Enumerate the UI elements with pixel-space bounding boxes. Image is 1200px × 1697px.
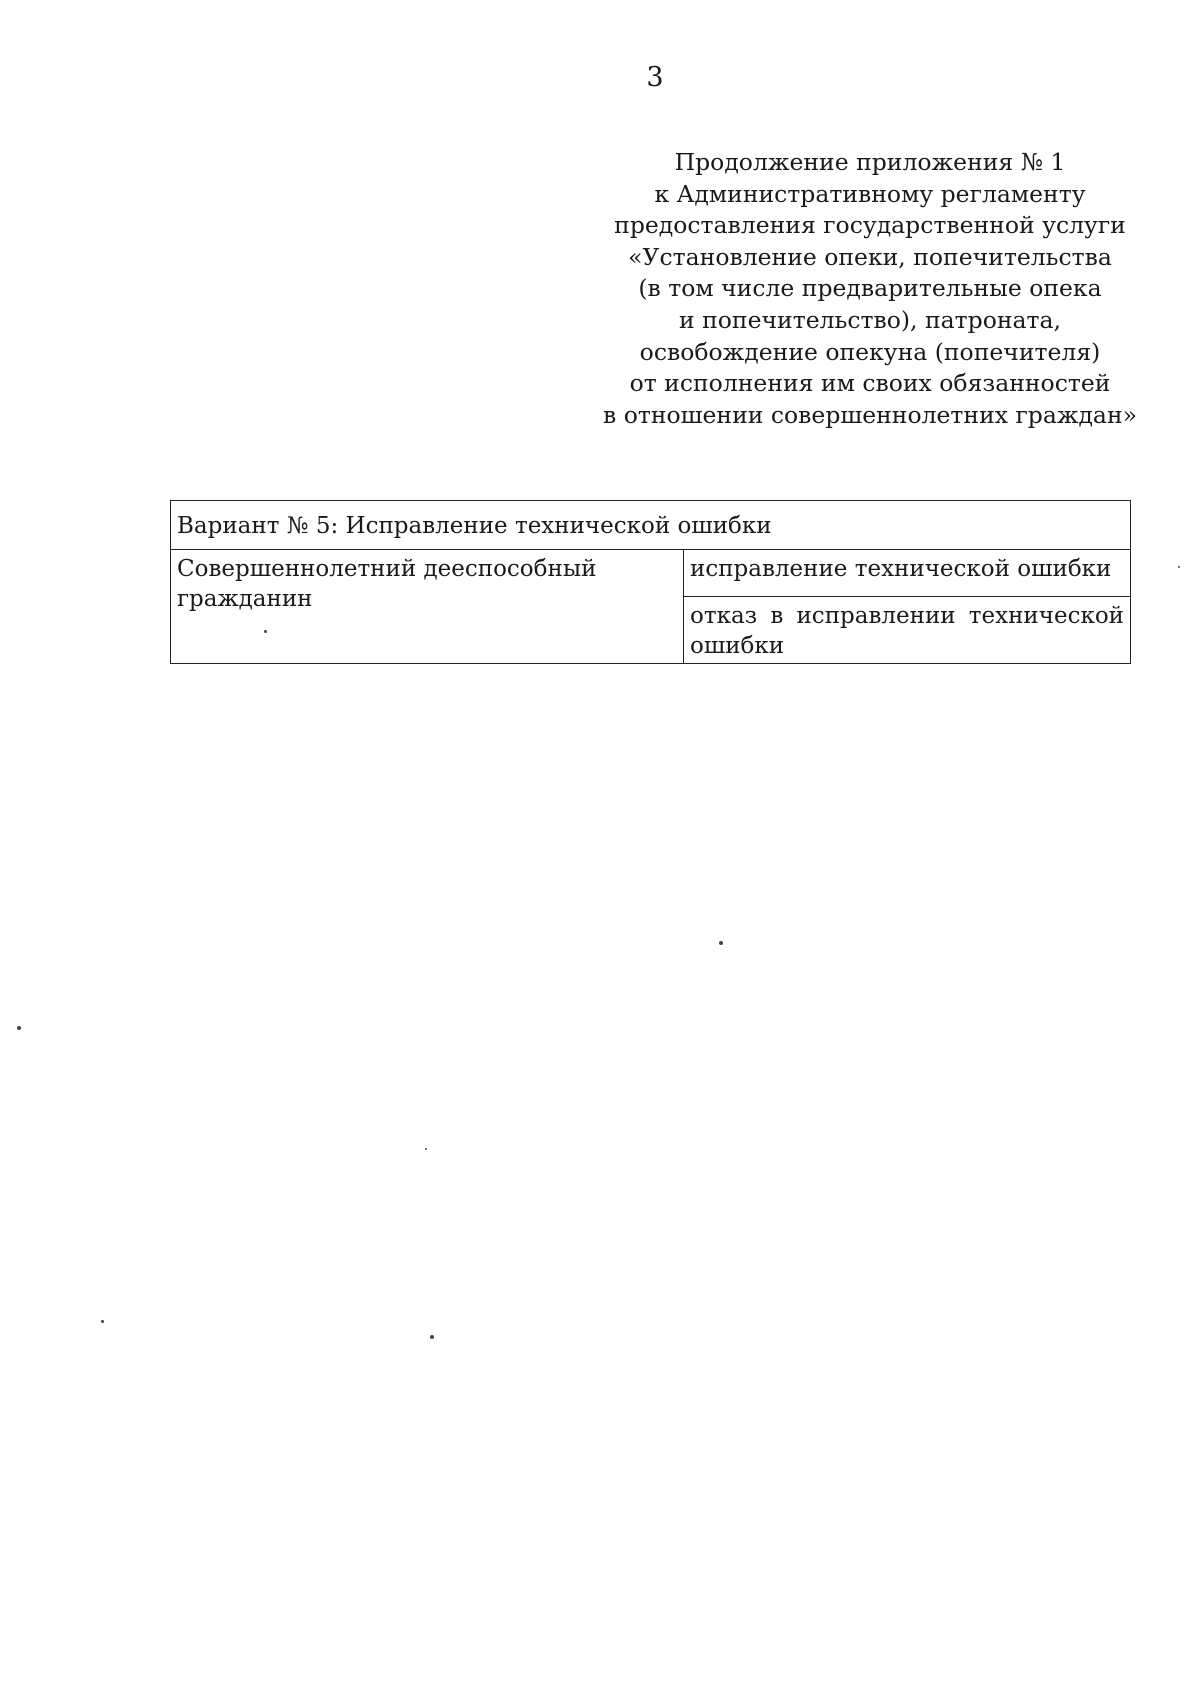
scan-speck <box>430 1335 434 1339</box>
appendix-header-line: (в том числе предварительные опека <box>638 274 1102 303</box>
variant-table <box>170 500 1131 664</box>
appendix-header <box>590 147 1150 431</box>
applicant-category-cell: Совершеннолетний дееспособный гражданин <box>171 550 684 664</box>
appendix-header-line: предоставления государственной услуги <box>614 211 1126 240</box>
variant-title: Вариант № 5: Исправление технической ошибки <box>171 501 1131 550</box>
appendix-header-line: «Установление опеки, попечительства <box>628 242 1112 271</box>
table-row <box>171 501 1131 550</box>
appendix-header-line: в отношении совершеннолетних граждан» <box>603 400 1137 429</box>
scan-speck <box>17 1026 21 1030</box>
table-row <box>171 550 1131 597</box>
appendix-header-line: от исполнения им своих обязанностей <box>629 369 1111 398</box>
appendix-header-line: и попечительство), патроната, <box>678 305 1061 334</box>
result-cell: отказ в исправлении технической ошибки <box>684 597 1131 664</box>
scan-speck <box>264 630 267 633</box>
scan-speck <box>1178 566 1180 568</box>
scan-speck <box>719 941 723 945</box>
scan-speck <box>101 1320 104 1323</box>
scan-speck <box>425 1148 427 1150</box>
result-cell: исправление технической ошибки <box>684 550 1131 597</box>
appendix-header-line: Продолжение приложения № 1 <box>674 148 1066 176</box>
appendix-header-line: освобождение опекуна (попечителя) <box>639 337 1101 366</box>
page-number: 3 <box>646 62 664 93</box>
appendix-header-line: к Административному регламенту <box>654 179 1086 208</box>
